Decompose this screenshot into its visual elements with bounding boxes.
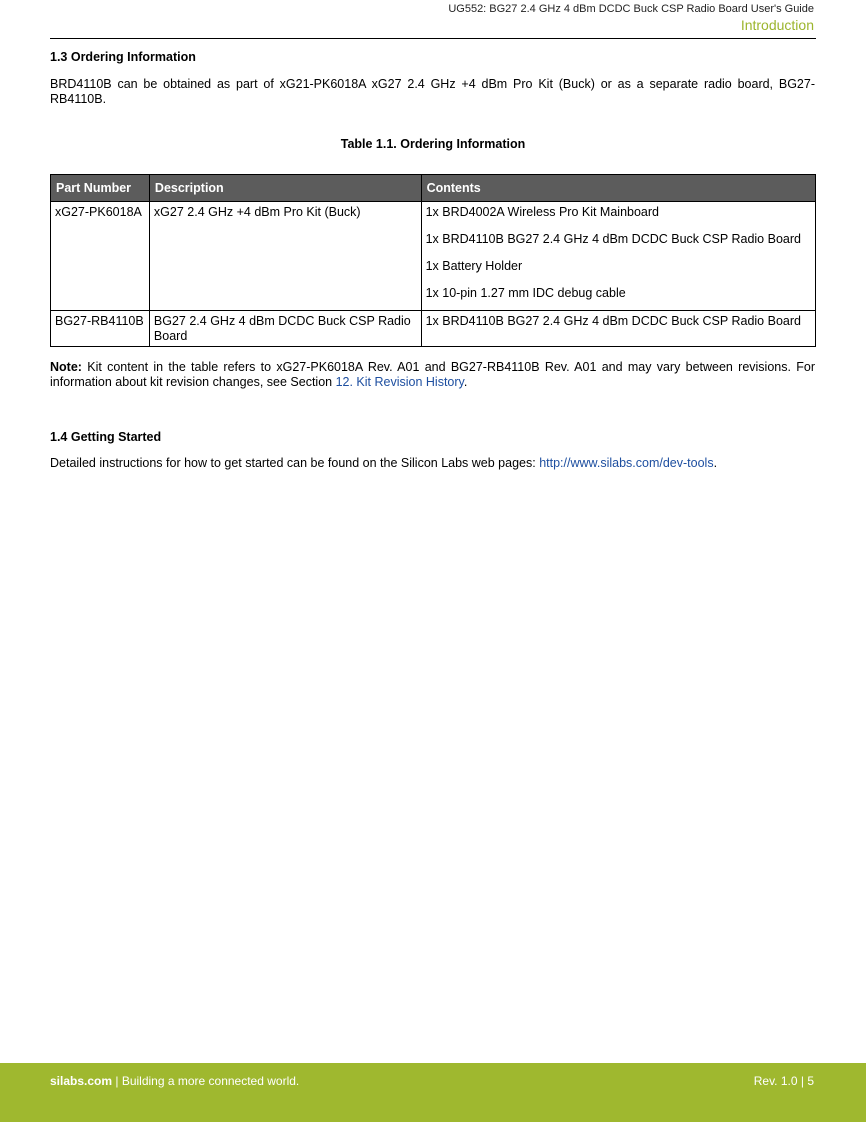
note-end: .: [463, 375, 468, 389]
description-cell: xG27 2.4 GHz +4 dBm Pro Kit (Buck): [149, 202, 421, 311]
section-heading-ordering: 1.3 Ordering Information: [50, 50, 196, 64]
contents-cell: 1x Battery Holder: [421, 256, 815, 283]
header-divider: [50, 38, 816, 39]
document-title: UG552: BG27 2.4 GHz 4 dBm DCDC Buck CSP Radio Board User's Guide: [448, 3, 814, 15]
contents-cell: 1x BRD4002A Wireless Pro Kit Mainboard: [421, 202, 815, 230]
table-row: [51, 202, 816, 230]
ordering-table: [50, 174, 816, 347]
contents-cell: 1x 10-pin 1.27 mm IDC debug cable: [421, 283, 815, 311]
footer-site-link[interactable]: silabs.com: [50, 1074, 113, 1088]
table-row: [51, 311, 816, 347]
section-heading-getting-started: 1.4 Getting Started: [50, 430, 162, 444]
note-paragraph: [50, 360, 815, 390]
contents-cell: 1x BRD4110B BG27 2.4 GHz 4 dBm DCDC Buck CSP Radio Board: [421, 229, 815, 256]
note-text: Kit content in the table refers to xG27-PK6018A Rev. A01 and BG27-RB4110B Rev. A01 and may vary between revisions. For information about kit revision changes, see Section: [50, 360, 815, 389]
footer-tagline-text: | Building a more connected world.: [112, 1074, 300, 1088]
column-header-description: Description: [149, 175, 421, 202]
part-number-cell: xG27-PK6018A: [51, 202, 150, 311]
table-caption: Table 1.1. Ordering Information: [340, 137, 526, 151]
page-footer: [0, 1063, 866, 1122]
contents-cell: 1x BRD4110B BG27 2.4 GHz 4 dBm DCDC Buck CSP Radio Board: [421, 311, 815, 347]
dev-tools-link[interactable]: http://www.silabs.com/dev-tools: [539, 456, 714, 470]
column-header-part-number: Part Number: [51, 175, 150, 202]
table-header-row: [51, 175, 816, 202]
getting-started-paragraph: [50, 456, 815, 471]
kit-revision-history-link[interactable]: 12. Kit Revision History: [335, 375, 464, 389]
footer-tagline: [50, 1074, 299, 1088]
column-header-contents: Contents: [421, 175, 815, 202]
description-cell: BG27 2.4 GHz 4 dBm DCDC Buck CSP Radio Board: [149, 311, 421, 347]
getting-started-end: .: [713, 456, 718, 470]
ordering-paragraph: BRD4110B can be obtained as part of xG21-PK6018A xG27 2.4 GHz +4 dBm Pro Kit (Buck) or as a separate radio board, BG27-RB4110B.: [50, 77, 815, 106]
getting-started-text: Detailed instructions for how to get started can be found on the Silicon Labs web pages:: [50, 456, 540, 470]
part-number-cell: BG27-RB4110B: [51, 311, 150, 347]
note-label: Note:: [50, 360, 82, 374]
section-name: Introduction: [740, 17, 814, 33]
footer-revision-page: Rev. 1.0 | 5: [753, 1074, 814, 1088]
